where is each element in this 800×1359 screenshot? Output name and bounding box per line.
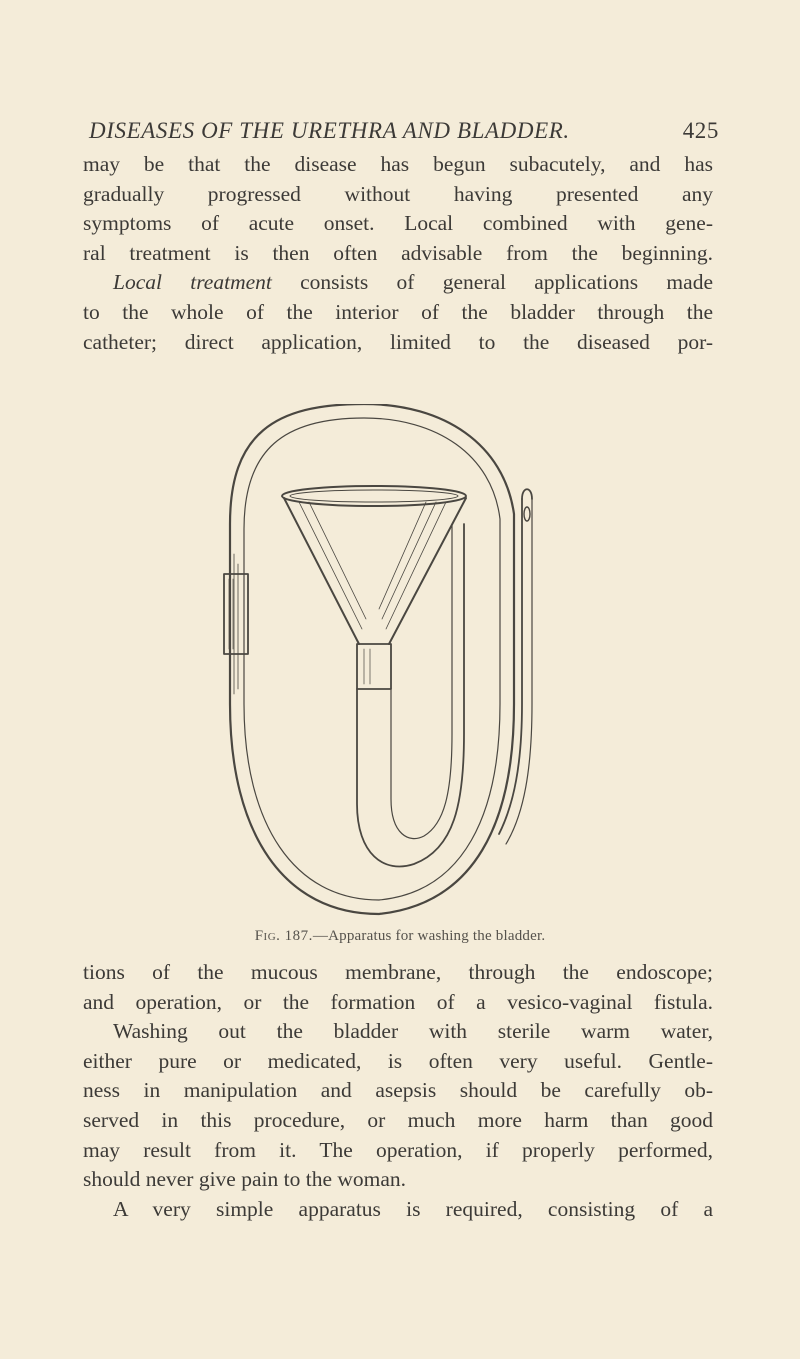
apparatus-illustration bbox=[214, 404, 554, 924]
text-line: may be that the disease has begun subacutely, and has bbox=[83, 152, 713, 176]
catheter-eye bbox=[524, 507, 530, 521]
text-line: should never give pain to the woman. bbox=[83, 1167, 407, 1192]
funnel-shading bbox=[299, 502, 446, 629]
text-line: may result from it. The operation, if properly performed, bbox=[83, 1137, 713, 1162]
tube-shading bbox=[234, 554, 238, 694]
catheter-wall bbox=[506, 499, 532, 844]
italic-term: Local treatment bbox=[113, 270, 272, 295]
text-fragment: consists of general applications made bbox=[271, 270, 713, 295]
figure-label: Fig. 187. bbox=[254, 928, 313, 944]
text-line: and operation, or the formation of a vesico-vaginal fistula. bbox=[83, 989, 713, 1014]
text-line: tions of the mucous membrane, through the endoscope; bbox=[83, 960, 713, 984]
text-line: A very simple apparatus is required, consisting of a bbox=[113, 1196, 713, 1221]
text-line bbox=[83, 268, 713, 298]
catheter-tip bbox=[522, 489, 532, 499]
paragraph-bottom bbox=[83, 958, 713, 1224]
figure-caption-text: —Apparatus for washing the bladder. bbox=[312, 928, 546, 944]
funnel-rim-inner bbox=[290, 490, 458, 502]
figure-caption bbox=[0, 928, 800, 945]
text-line: Washing out the bladder with sterile warm water, bbox=[113, 1019, 713, 1044]
catheter bbox=[499, 499, 522, 834]
running-title: DISEASES OF THE URETHRA AND BLADDER. bbox=[89, 118, 570, 143]
inner-tube-wall bbox=[391, 524, 452, 839]
running-header bbox=[89, 118, 719, 144]
tube-outer-wall bbox=[230, 404, 514, 914]
paragraph-top bbox=[83, 150, 713, 357]
text-line: either pure or medicated, is often very useful. Gentle- bbox=[83, 1048, 713, 1073]
text-line: symptoms of acute onset. Local combined with gene- bbox=[83, 211, 713, 236]
text-line: ral treatment is then often advisable from the beginning. bbox=[83, 240, 713, 265]
stem-shading bbox=[364, 649, 370, 684]
text-line: catheter; direct application, limited to the diseased por- bbox=[83, 329, 713, 354]
text-line: to the whole of the interior of the bladder through the bbox=[83, 299, 713, 324]
inner-tube bbox=[357, 524, 464, 867]
text-line: ness in manipulation and asepsis should be carefully ob- bbox=[83, 1078, 713, 1103]
text-line: served in this procedure, or much more harm than good bbox=[83, 1107, 713, 1132]
funnel-cone bbox=[284, 498, 466, 644]
page-number: 425 bbox=[682, 118, 719, 143]
funnel-stem bbox=[357, 644, 391, 689]
text-line: gradually progressed without having presented any bbox=[83, 181, 713, 206]
